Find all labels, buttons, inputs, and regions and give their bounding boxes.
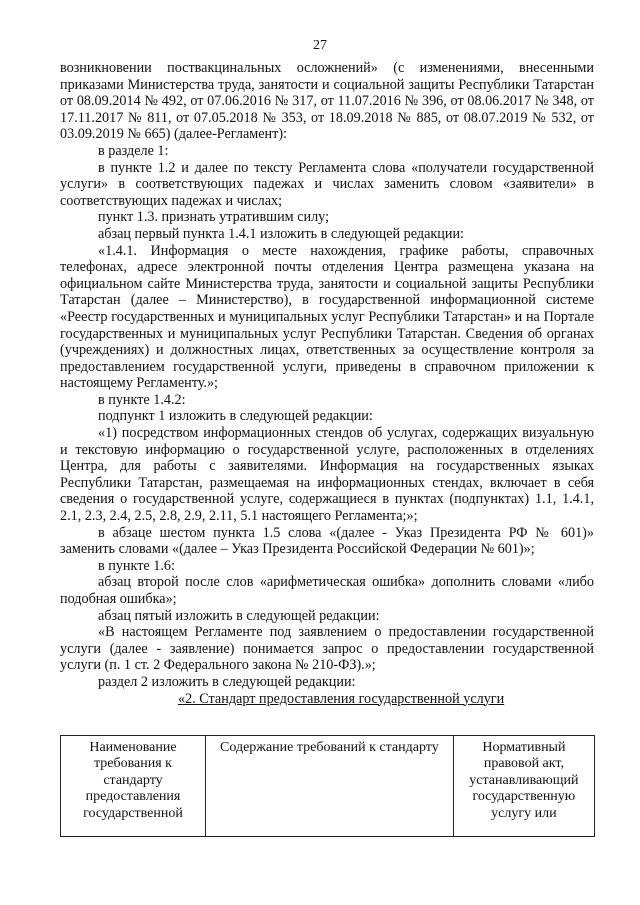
document-body (60, 60, 594, 707)
table-header-cell: Нормативный правовой акт, устанавливающий государственную услугу или (453, 736, 594, 837)
requirements-table (60, 735, 595, 837)
paragraph: абзац первый пункта 1.4.1 изложить в следующей редакции: (98, 225, 464, 242)
section-heading: «2. Стандарт предоставления государственной услуги (178, 690, 505, 707)
paragraph: «1) посредством информационных стендов об услугах, содержащих визуальную и текстовую информацию о государственной услуге, расположенных в отделениях Центра, для работы с заявителями. Информация на государственных языках Республики Татарстан, размещаемая на информационных стендах, включает в себя сведения о государственной услуге, содержащиеся в пунктах (подпунктах) 1.1, 1.4.1, 2.1, 2.3, 2.4, 2.5, 2.8, 2.9, 2.11, 5.1 настоящего Регламента;»; (60, 425, 594, 525)
paragraph: возникновении поствакцинальных осложнений» (с изменениями, внесенными приказами Министерства труда, занятости и социальной защиты Республики Татарстан от 08.09.2014 № 492, от 07.06.2016 № 317, от 11.07.2016 № 396, от 08.06.2017 № 348, от 17.11.2017 № 811, от 07.05.2018 № 353, от 18.09.2018 № 885, от 08.07.2019 № 532, от 03.09.2019 № 665) (далее-Регламент): (60, 60, 594, 143)
paragraph: в пункте 1.4.2: (98, 391, 186, 408)
table-row (61, 736, 595, 837)
table-header-cell: Содержание требований к стандарту (205, 736, 453, 837)
paragraph: в пункте 1.2 и далее по тексту Регламента слова «получатели государственной услуги» в соответствующих падежах и числах заменить словом «заявители» в соответствующих падежах и числах; (60, 159, 594, 209)
page-number: 27 (313, 38, 327, 53)
table-header-cell: Наименование требования к стандарту предоставления государственной (61, 736, 206, 837)
paragraph: в пункте 1.6: (98, 557, 175, 574)
paragraph: в абзаце шестом пункта 1.5 слова «(далее - Указ Президента РФ № 601)» заменить словами «(далее – Указ Президента Российской Федерации № 601)»; (60, 524, 594, 558)
paragraph: «1.4.1. Информация о месте нахождения, графике работы, справочных телефонах, адресе электронной почты отделения Центра размещена указана на официальном сайте Министерства труда, занятости и социальной защиты Республики Татарстан (далее – Министерство), в государственной информационной системе «Реестр государственных и муниципальных услуг Республики Татарстан» и на Портале государственных и муниципальных услуг Республики Татарстан. Сведения об органах (учреждениях) и должностных лицах, ответственных за осуществление контроля за предоставлением государственной услуги, приведены в справочном приложении к настоящему Регламенту.»; (60, 242, 594, 392)
paragraph: раздел 2 изложить в следующей редакции: (98, 673, 356, 690)
paragraph: подпункт 1 изложить в следующей редакции: (98, 408, 373, 425)
paragraph: абзац второй после слов «арифметическая ошибка» дополнить словами «либо подобная ошибка»; (60, 574, 594, 607)
paragraph: в разделе 1: (98, 142, 169, 159)
paragraph: «В настоящем Регламенте под заявлением о предоставлении государственной услуги (далее - заявление) понимается запрос о предоставлении государственной услуги (п. 1 ст. 2 Федерального закона № 210-ФЗ).»; (60, 624, 594, 674)
paragraph: абзац пятый изложить в следующей редакции: (98, 607, 380, 624)
paragraph: пункт 1.3. признать утратившим силу; (98, 209, 330, 226)
